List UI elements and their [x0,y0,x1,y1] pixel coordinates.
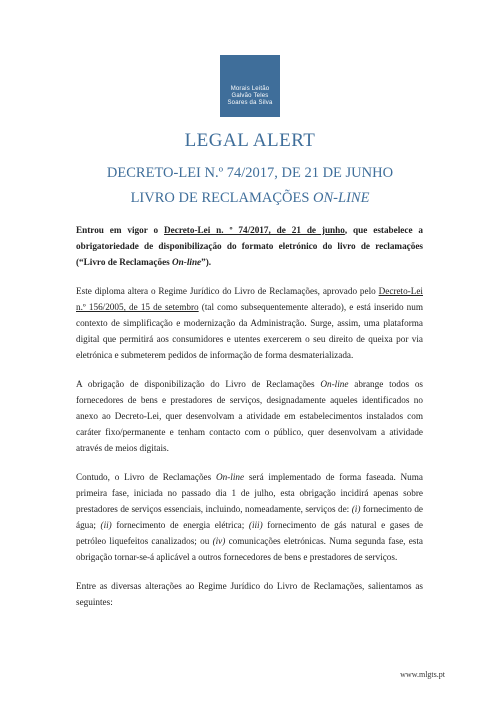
p4-text-d: fornecimento de água; [76,504,423,530]
logo-line-2: Galvão Teles [231,93,269,99]
p2-text-c: (tal como subsequentemente alterado), e está inserido num contexto de simplificação e modernização da Administração. Surge, assim, uma plataforma digital que permitirá aos consumidores e utentes exercerem o seu direito de queixa por via eletrónica e submeterem pedidos de informação de forma desmaterializada. [76,302,424,360]
paragraph-5: Entre as diversas alterações ao Regime Jurídico do Livro de Reclamações, salientamos as seguintes: [76,581,423,607]
subject-italic: ON-LINE [313,190,370,206]
p1-text-e: ”). [201,257,212,267]
paragraph-1 [76,222,423,270]
decree-reference-link: Decreto-Lei n. º 74/2017, de 21 de junho [164,225,345,235]
p3-text-c: abrange todos os fornecedores de bens e prestadores de serviços, designadamente aqueles identificados no anexo ao Decreto-Lei, quer desenvolvam a atividade em estabelecimentos instalados com caráter fixo/permanente e tenham contacto com o público, quer desenvolvam a atividade através de meios digitais. [76,379,424,453]
p1-italic: On-line [172,257,202,267]
footer-url[interactable]: www.mlgts.pt [400,670,445,679]
logo-line-1: Morais Leitão [230,86,270,92]
legal-alert-heading: LEGAL ALERT [184,130,316,151]
p4-text-g: comunicações eletrónicas. Numa segunda fase, esta obrigação tornar-se-á aplicável a outros fornecedores de bens e prestadores de serviços. [76,536,423,562]
decree-156-reference: Decreto-Lei n.º 156/2005, de 15 de setembro [76,286,423,312]
p4-text-c: será implementado de forma faseada. Numa primeira fase, iniciada no passado dia 1 de julho, esta obrigação incidirá apenas sobre prestadores de serviços essenciais, incluindo, nomeadamente, serviços de: [76,472,424,514]
p4-enum-3: (iii) [248,520,263,530]
p4-enum-1: (i) [351,504,361,514]
p4-italic: On-line [216,472,245,482]
p4-text-a: Contudo, o Livro de Reclamações [76,472,216,482]
p1-text-a: Entrou em vigor o [76,225,165,235]
document-body [76,222,423,623]
decree-heading: DECRETO-LEI N.º 74/2017, DE 21 DE JUNHO [106,165,394,181]
p4-text-e: fornecimento de energia elétrica; [111,520,249,530]
p4-text-f: fornecimento de gás natural e gases de petróleo liquefeitos canalizados; ou [76,520,423,546]
paragraph-4 [76,469,423,565]
p4-enum-4: (iv) [212,536,226,546]
subject-prefix: LIVRO DE RECLAMAÇÕES [130,190,314,206]
paragraph-3 [76,376,423,456]
p2-text-a: Este diploma altera o Regime Jurídico do Livro de Reclamações, aprovado pelo [76,286,379,296]
logo-line-3: Soares da Silva [227,100,273,106]
paragraph-2 [76,283,423,363]
p4-enum-2: (ii) [100,520,112,530]
subject-heading [0,190,500,207]
p1-text-c: , que estabelece a obrigatoriedade de disponibilização do formato eletrónico do livro de reclamações (“Livro de Reclamações [76,225,423,267]
p3-text-a: A obrigação de disponibilização do Livro de Reclamações [76,379,321,389]
p3-italic: On-line [320,379,349,389]
firm-logo [220,55,280,117]
